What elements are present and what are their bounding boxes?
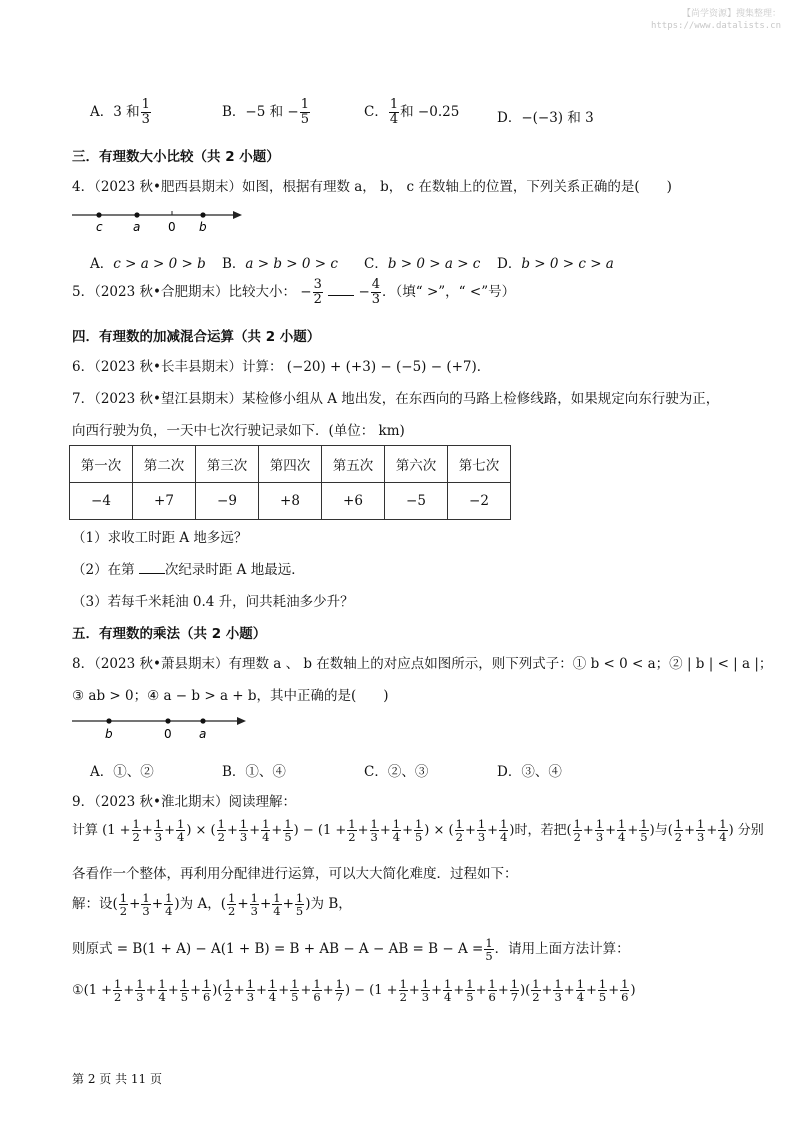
table-cell: +6 [322, 483, 385, 520]
label-zero: 0 [168, 220, 176, 234]
q3-option-c[interactable] [364, 98, 459, 127]
q8-line2: ③ ab > 0；④ a − b > a + b，其中正确的是( ) [72, 688, 389, 704]
q6: 6．（2023 秋•长丰县期末）计算： (−20) + (+3) − (−5) − (+7)． [72, 359, 491, 375]
point-a [200, 718, 205, 723]
q4-stem: 4．（2023 秋•肥西县期末）如图，根据有理数 a， b， c 在数轴上的位置，下列关系正确的是( ) [72, 179, 672, 195]
q3-option-a[interactable] [90, 98, 152, 127]
fraction: $\frac{3}{2}$ [313, 277, 322, 307]
point-c [96, 212, 101, 217]
section-3-title: 三．有理数大小比较（共 2 小题） [72, 149, 280, 165]
table-header-cell: 第七次 [448, 446, 511, 483]
q7-stem-line1: 7．（2023 秋•望江县期末）某检修小组从 A 地出发，在东西向的马路上检修线路，如果规定向东行驶为正， [72, 391, 720, 407]
option-text: 3 和 [113, 104, 140, 120]
point-zero [165, 718, 170, 723]
option-label: D． [497, 110, 522, 126]
q5: 5．（2023 秋•合肥期末）比较大小： − $\frac{3}{2}$ − $\frac{4}{3}$ ．（填“ >”，“ <”号） [72, 277, 516, 307]
table-header-cell: 第六次 [385, 446, 448, 483]
q9-solution-def: 解：设( $\frac{1}{2}$ + $\frac{1}{3}$ + $\frac{1}{4}$ )为 A，( $\frac{1}{2}$ + $\frac{1}{3}$ + $\frac{1}{4}$ + $\frac{1}{5}$ )为 B， [72, 891, 352, 918]
q9-title: 9．（2023 秋•淮北期末）阅读理解： [72, 794, 296, 810]
label-zero: 0 [164, 727, 172, 741]
table-cell: +8 [259, 483, 322, 520]
label-c: c [96, 220, 103, 234]
watermark-line2: https://www.datalists.cn [650, 21, 781, 31]
label-b: b [199, 220, 207, 234]
q3-option-d[interactable] [497, 106, 594, 126]
q9-equation: 则原式 = B(1 + A) − A(1 + B) = B + AB − A − AB = B − A = $\frac{1}{5}$ ．请用上面方法计算： [72, 936, 630, 963]
table-header-cell: 第二次 [133, 446, 196, 483]
table-header-cell: 第三次 [196, 446, 259, 483]
q7-sub2: （2）在第 次纪录时距 A 地最远． [72, 562, 305, 578]
table-header-row [70, 446, 511, 483]
q8-option-b[interactable]: B．①、④ [222, 764, 286, 780]
q9-exercise-1: ①(1 + $\frac{1}{2}$ + $\frac{1}{3}$ + $\frac{1}{4}$ + $\frac{1}{5}$ + $\frac{1}{6}$ )( $\frac{1}{2}$ + $\frac{1}{3}$ + $\frac{1}{4}$ + $\frac{1}{5}$ + $\frac{1}{6}$ + $\frac{1}{7}$ ) − (1 + $\frac{1}{2}$ + $\frac{1}{3}$ + $\frac{1}{4}$ + $\frac{1}{5}$ + $\frac{1}{6}$ + $\frac{1}{7}$ )( $\frac{1}{2}$ + $\frac{1}{3}$ + $\frac{1}{4}$ + $\frac{1}{5}$ + $\frac{1}{6}$ ) [72, 977, 636, 1004]
table-header-cell: 第四次 [259, 446, 322, 483]
table-row [70, 483, 511, 520]
q9-line2: 各看作一个整体，再利用分配律进行运算，可以大大简化难度．过程如下： [72, 866, 518, 882]
q4-option-d[interactable]: D．b > 0 > c > a [497, 256, 614, 272]
section-4-title: 四．有理数的加减混合运算（共 2 小题） [72, 329, 321, 345]
q4-option-b[interactable]: B．a > b > 0 > c [222, 256, 338, 272]
q7-answer-blank[interactable] [139, 563, 165, 574]
table-header-cell: 第一次 [70, 446, 133, 483]
section-5-title: 五．有理数的乘法（共 2 小题） [72, 626, 267, 642]
option-label: C． [364, 104, 388, 120]
option-text: −(−3) 和 3 [521, 110, 594, 126]
table-cell: +7 [133, 483, 196, 520]
q7-stem-line2: 向西行驶为负，一天中七次行驶记录如下．(单位： km) [72, 423, 405, 439]
q9-calc-line: 计算 (1 + $\frac{1}{2}$ + $\frac{1}{3}$ + $\frac{1}{4}$ ) × ( $\frac{1}{2}$ + $\frac{1}{3}$ + $\frac{1}{4}$ + $\frac{1}{5}$ ) − (1 + $\frac{1}{2}$ + $\frac{1}{3}$ + $\frac{1}{4}$ + $\frac{1}{5}$ ) × ( $\frac{1}{2}$ + $\frac{1}{3}$ + $\frac{1}{4}$ )时，若把( $\frac{1}{2}$ + $\frac{1}{3}$ + $\frac{1}{4}$ + $\frac{1}{5}$ )与( $\frac{1}{2}$ + $\frac{1}{3}$ + $\frac{1}{4}$ ) 分别 [72, 817, 764, 844]
option-text: −5 和 − [245, 104, 299, 120]
table-cell: −2 [448, 483, 511, 520]
q4-option-c[interactable]: C．b > 0 > a > c [364, 256, 481, 272]
q5-answer-blank[interactable] [328, 285, 354, 296]
table-cell: −4 [70, 483, 133, 520]
table-cell: −9 [196, 483, 259, 520]
table-cell: −5 [385, 483, 448, 520]
option-label: B． [222, 104, 246, 120]
q8-option-d[interactable]: D．③、④ [497, 764, 562, 780]
q8-number-line [72, 710, 252, 742]
q3-option-b[interactable] [222, 98, 311, 127]
label-a: a [199, 727, 207, 741]
fraction: $\frac{4}{3}$ [371, 277, 381, 307]
fraction: $\frac{1}{5}$ [300, 97, 309, 127]
q7-sub1: （1）求收工时距 A 地多远？ [72, 530, 248, 546]
fraction: $\frac{1}{4}$ [389, 97, 399, 127]
q8-option-c[interactable]: C．②、③ [364, 764, 429, 780]
q4-option-a[interactable]: A．c > a > 0 > b [90, 256, 206, 272]
page-footer: 第 2 页 共 11 页 [72, 1072, 162, 1086]
fraction: $\frac{1}{3}$ [141, 97, 150, 127]
label-b: b [105, 727, 113, 741]
point-b [200, 212, 205, 217]
option-text: 和 −0.25 [400, 104, 460, 120]
q8-option-a[interactable]: A．①、② [90, 764, 154, 780]
table-header-cell: 第五次 [322, 446, 385, 483]
watermark [651, 8, 781, 32]
point-a [134, 212, 139, 217]
watermark-line1: 【尚学资源】搜集整理： [681, 9, 781, 19]
option-label: A． [90, 104, 114, 120]
q7-record-table [69, 445, 511, 520]
q4-number-line [72, 204, 252, 234]
q7-sub3: （3）若每千米耗油 0.4 升，问共耗油多少升？ [72, 594, 354, 610]
label-a: a [133, 220, 141, 234]
point-b [106, 718, 111, 723]
q8-line1: 8．（2023 秋•萧县期末）有理数 a 、 b 在数轴上的对应点如图所示，则下列式子：① b < 0 < a；② | b | < | a |； [72, 656, 773, 672]
